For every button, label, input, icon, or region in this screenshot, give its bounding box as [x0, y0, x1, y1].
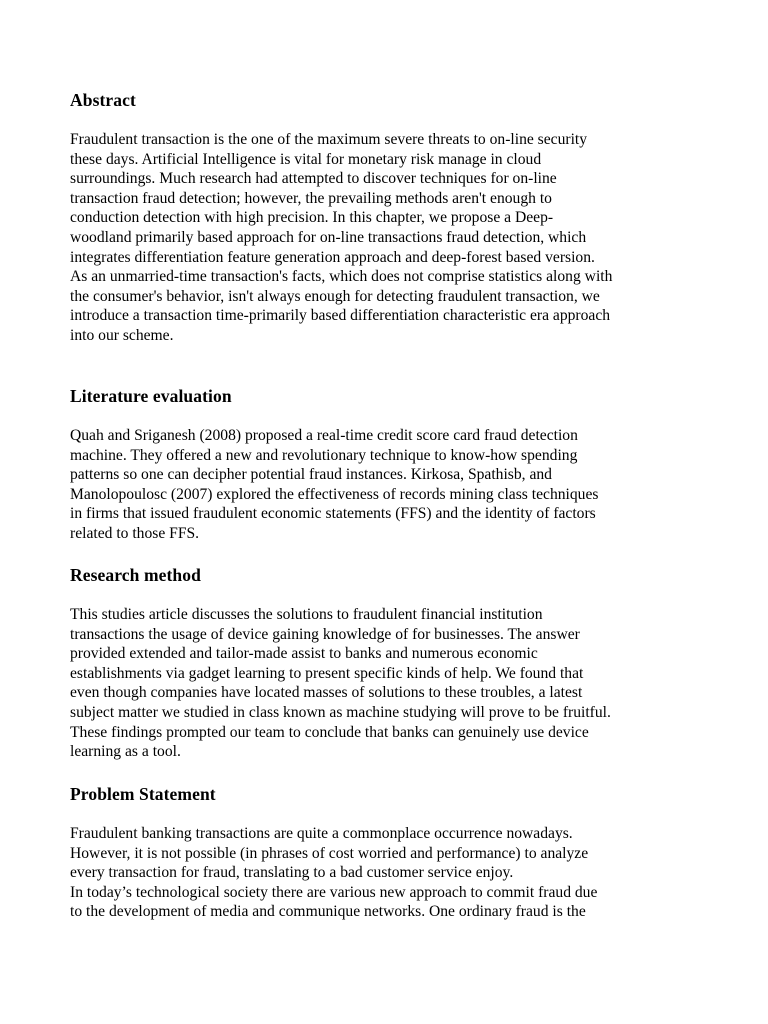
paragraph-line: integrates differentiation feature generation approach and deep-forest based version.	[70, 248, 595, 266]
section-paragraph	[70, 605, 710, 762]
paragraph-line: However, it is not possible (in phrases of cost worried and performance) to analyze	[70, 844, 589, 862]
paragraph-line: provided extended and tailor-made assist to banks and numerous economic	[70, 645, 538, 663]
paragraph-line: As an unmarried-time transaction's facts, which does not comprise statistics along with	[70, 268, 613, 286]
paragraph-line: machine. They offered a new and revolutionary technique to know-how spending	[70, 446, 578, 464]
paragraph-line: related to those FFS.	[70, 524, 200, 542]
paragraph-line: Fraudulent transaction is the one of the maximum severe threats to on-line security	[70, 131, 588, 148]
section-paragraph	[70, 426, 710, 544]
paragraph-line: the consumer's behavior, isn't always enough for detecting fraudulent transaction, we	[70, 287, 600, 305]
paragraph-line: introduce a transaction time-primarily based differentiation characteristic era approach	[70, 307, 611, 325]
paragraph-line: transaction fraud detection; however, the prevailing methods aren't enough to	[70, 189, 552, 207]
paragraph-line: Manolopoulosc (2007) explored the effectiveness of records mining class techniques	[70, 485, 599, 503]
paragraph-line: to the development of media and communique networks. One ordinary fraud is the	[70, 903, 586, 921]
section-heading: Research method	[70, 565, 201, 585]
section-heading: Abstract	[70, 90, 136, 110]
section-paragraph	[70, 130, 710, 346]
section-problem-statement	[70, 784, 710, 922]
paragraph-line: woodland primarily based approach for on-line transactions fraud detection, which	[70, 228, 587, 246]
paragraph-line: Fraudulent banking transactions are quite a commonplace occurrence nowadays.	[70, 825, 573, 842]
paragraph-line: establishments via gadget learning to present specific kinds of help. We found that	[70, 664, 584, 682]
section-literature-evaluation	[70, 386, 710, 544]
section-heading: Problem Statement	[70, 784, 216, 804]
paragraph-line: conduction detection with high precision. In this chapter, we propose a Deep-	[70, 209, 554, 227]
paragraph-line: transactions the usage of device gaining knowledge of for businesses. The answer	[70, 625, 580, 643]
paragraph-line: these days. Artificial Intelligence is vital for monetary risk manage in cloud	[70, 150, 542, 168]
section-abstract	[70, 90, 710, 346]
paragraph-line: learning as a tool.	[70, 743, 181, 761]
paragraph-line: every transaction for fraud, translating to a bad customer service enjoy.	[70, 864, 514, 882]
section-paragraph	[70, 824, 710, 922]
paragraph-line: in firms that issued fraudulent economic statements (FFS) and the identity of factors	[70, 505, 596, 523]
paragraph-line: into our scheme.	[70, 326, 174, 344]
paragraph-line: subject matter we studied in class known as machine studying will prove to be fruitful.	[70, 703, 611, 721]
paragraph-line: patterns so one can decipher potential fraud instances. Kirkosa, Spathisb, and	[70, 466, 552, 484]
paragraph-line: These findings prompted our team to conclude that banks can genuinely use device	[70, 723, 589, 741]
paragraph-line: In today’s technological society there are various new approach to commit fraud due	[70, 883, 598, 901]
paragraph-line: This studies article discusses the solutions to fraudulent financial institution	[70, 606, 543, 623]
paragraph-line: surroundings. Much research had attempted to discover techniques for on-line	[70, 170, 557, 188]
section-research-method	[70, 565, 710, 762]
paragraph-line: even though companies have located masses of solutions to these troubles, a latest	[70, 684, 583, 702]
section-heading: Literature evaluation	[70, 386, 232, 406]
paragraph-line: Quah and Sriganesh (2008) proposed a real-time credit score card fraud detection	[70, 427, 578, 444]
